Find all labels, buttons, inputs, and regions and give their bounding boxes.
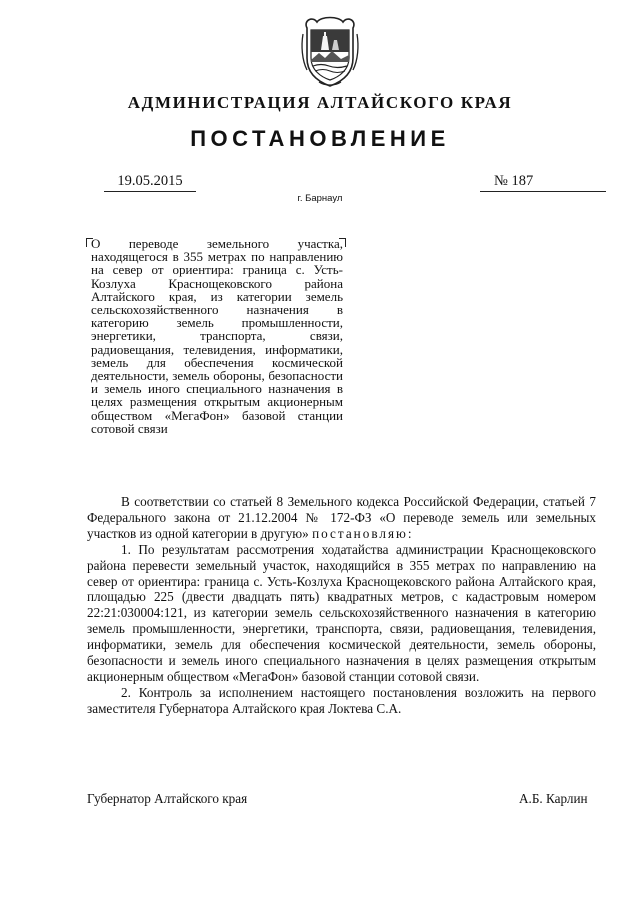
- item-1-paragraph: 1. По результатам рассмотрения ходатайства администрации Краснощековского района перевести земельный участок, находящийся в 355 метрах по направлению на север от ориентира: граница с. Усть-Козлуха Краснощековского района Алтайского края, площадью 225 (двести двадцать пять) квадратных метров, с кадастровым номером 22:21:030004:121, из категории земель сельскохозяйственного назначения в категорию земель промышленности, энергетики, транспорта, связи, радиовещания, телевидения, информатики, земель для обеспечения космической деятельности, земель обороны, безопасности и земель иного специального назначения в целях размещения открытым акционерным обществом «МегаФон» базовой станции сотовой связи.: [87, 541, 596, 684]
- item-2-paragraph: 2. Контроль за исполнением настоящего постановления возложить на первого заместителя Губернатора Алтайского края Локтева С.А.: [87, 684, 596, 716]
- signatory-name: А.Б. Карлин: [519, 791, 588, 806]
- number-value: 187: [511, 173, 534, 189]
- city-label: г. Барнаул: [297, 193, 343, 204]
- number-sign: №: [494, 173, 508, 189]
- document-type-title: ПОСТАНОВЛЕНИЕ: [190, 126, 450, 151]
- document-subject: О переводе земельного участка, находящегося в 355 метрах по направлению на север от ориентира: граница с. Усть-Козлуха Краснощековского района Алтайского края, из категории земель сельскохозяйственного назначения в категорию земель промышленности, энергетики, транспорта, связи, радиовещания, телевидения, информатики, земель для обеспечения космической деятельности, земель обороны, безопасности и земель иного специального назначения в целях размещения открытым акционерным обществом «МегаФон» базовой станции сотовой связи: [91, 236, 343, 436]
- resolve-word: постановляю:: [312, 525, 414, 541]
- document-body: [87, 494, 596, 717]
- document-date: 19.05.2015: [104, 173, 196, 192]
- preamble-text: В соответствии со статьей 8 Земельного кодекса Российской Федерации, статьей 7 Федерального закона от 21.12.2004 № 172-ФЗ «О переводе земель или земельных участков из одной категории в другую»: [87, 494, 596, 541]
- signatory-role: Губернатор Алтайского края: [87, 791, 248, 806]
- organization-title: АДМИНИСТРАЦИЯ АЛТАЙСКОГО КРАЯ: [127, 93, 513, 112]
- altai-krai-coat-of-arms-icon: [299, 14, 361, 88]
- document-number: [480, 173, 606, 192]
- preamble-paragraph: [87, 494, 596, 542]
